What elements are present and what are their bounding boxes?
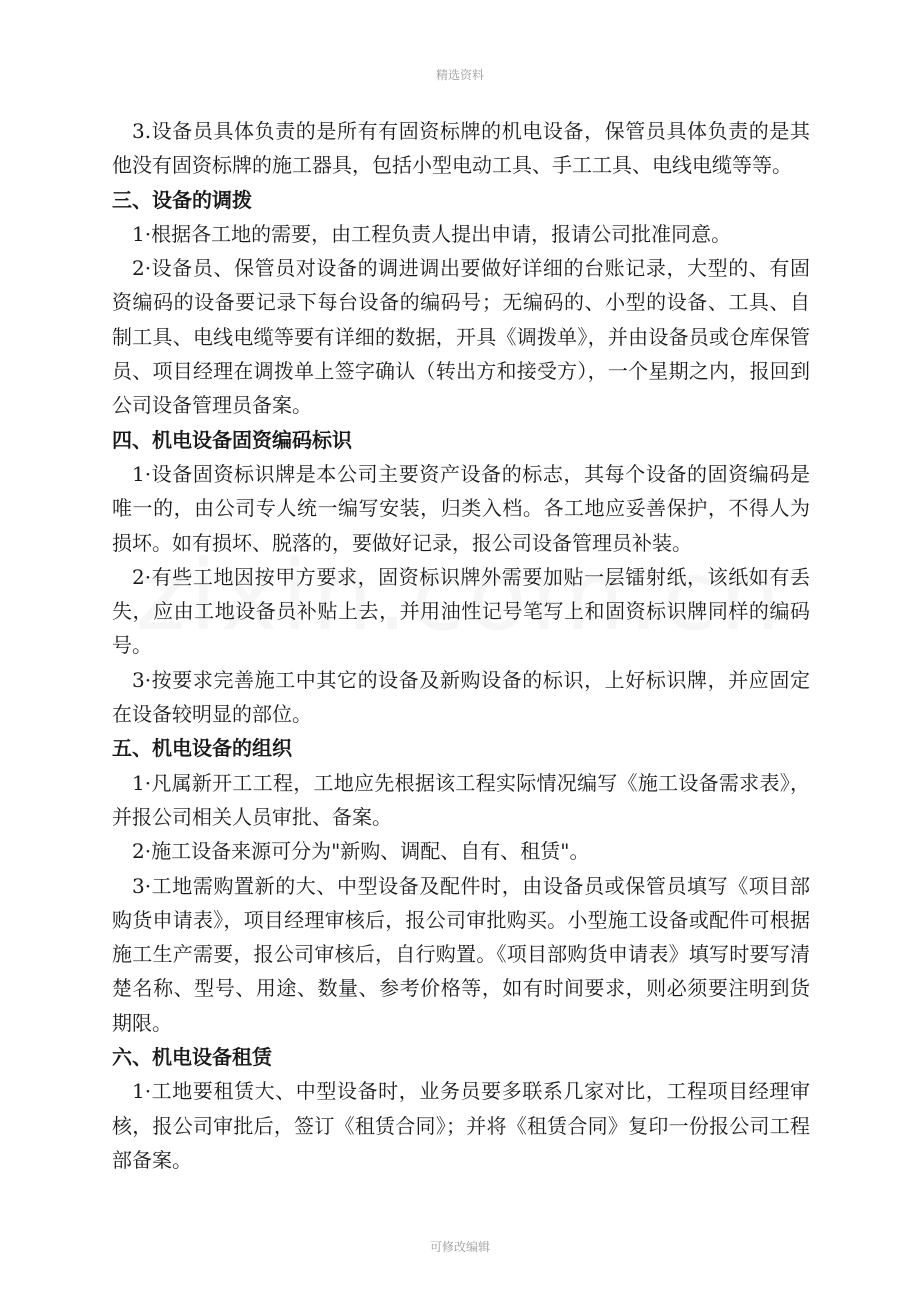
para-4-item-3: 3·按要求完善施工中其它的设备及新购设备的标识，上好标识牌，并应固定在设备较明显的部位。: [112, 667, 810, 727]
heading-section-6: 六、机电设备租赁: [112, 1045, 272, 1070]
para-3-1: 3.设备员具体负责的是所有有固资标牌的机电设备，保管员具体负责的是其他没有固资标牌的施工器具，包括小型电动工具、手工工具、电线电缆等等。: [112, 119, 810, 178]
para-4-item-1: 1·设备固资标识牌是本公司主要资产设备的标志，其每个设备的固资编码是唯一的，由公司专人统一编写安装，归类入档。各工地应妥善保护，不得人为损坏。如有损坏、脱落的，要做好记录，报公司设备管理员补装。: [112, 461, 810, 555]
para-3-item-1: 1·根据各工地的需要，由工程负责人提出申请，报请公司批准同意。: [132, 221, 732, 246]
page-footer: 可修改编辑: [429, 1240, 490, 1254]
para-5-item-3: 3·工地需购置新的大、中型设备及配件时，由设备员或保管员填写《项目部购货申请表》，项目经理审核后，报公司审批购买。小型施工设备或配件可根据施工生产需要，报公司审核后，自行购置。《项目部购货申请表》填写时要写清楚名称、型号、用途、数量、参考价格等，如有时间要求，则必须要注明到货期限。: [112, 873, 810, 1035]
para-6-item-1: 1·工地要租赁大、中型设备时，业务员要多联系几家对比，工程项目经理审核，报公司审批后，签订《租赁合同》；并将《租赁合同》复印一份报公司工程部备案。: [112, 1079, 810, 1172]
para-5-item-2: 2·施工设备来源可分为"新购、调配、自有、租赁"。: [132, 839, 590, 864]
heading-section-5: 五、机电设备的组织: [112, 736, 292, 761]
heading-section-3: 三、设备的调拨: [112, 187, 252, 212]
heading-section-4: 四、机电设备固资编码标识: [112, 427, 352, 452]
para-4-item-2: 2·有些工地因按甲方要求，固资标识牌外需要加贴一层镭射纸，该纸如有丢失，应由工地设备员补贴上去，并用油性记号笔写上和固资标识牌同样的编码号。: [112, 564, 810, 658]
para-3-item-2: 2·设备员、保管员对设备的调进调出要做好详细的台账记录，大型的、有固资编码的设备要记录下每台设备的编码号；无编码的、小型的设备、工具、自制工具、电线电缆等要有详细的数据，开具《调拨单》，并由设备员或仓库保管员、项目经理在调拨单上签字确认（转出方和接受方），一个星期之内，报回到公司设备管理员备案。: [112, 256, 810, 418]
document-body: [112, 114, 810, 1177]
page-header: 精选资料: [435, 68, 484, 82]
para-5-item-1: 1·凡属新开工工程，工地应先根据该工程实际情况编写《施工设备需求表》，并报公司相关人员审批、备案。: [112, 770, 810, 829]
